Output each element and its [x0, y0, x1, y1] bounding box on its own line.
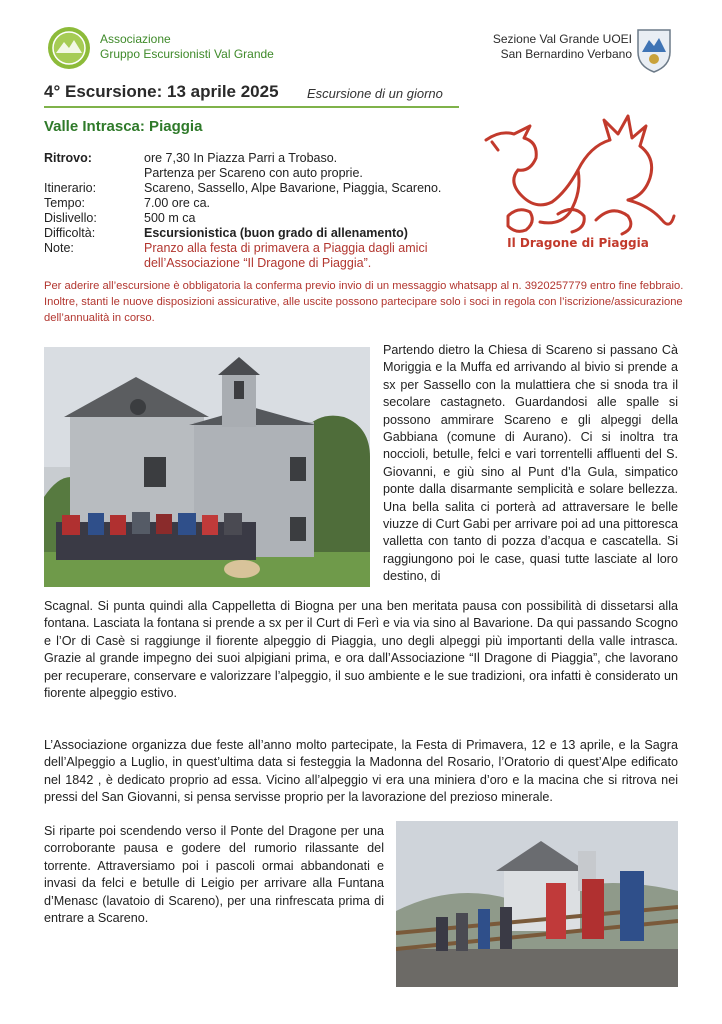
uoei-section-name [493, 32, 632, 62]
note-label: Note: [44, 241, 74, 255]
ritrovo-value-1: ore 7,30 In Piazza Parri a Trobaso. [144, 151, 338, 165]
association-logo [47, 26, 91, 70]
association-line-2: Gruppo Escursionisti Val Grande [100, 47, 274, 61]
uoei-line-1: Sezione Val Grande UOEI [492, 32, 632, 46]
article-paragraph-right-column: Partendo dietro la Chiesa di Scareno si passano Cà Moriggia e la Muffa ed arrivando al bivio si prende a sx per Sassello con la mulattiera che si snoda tra il secolare castagneto. Guardandosi alle spalle si possono ammirare Scareno e gli alpeggi della Gabbiana (comune di Aurano). Ci si inoltra tra noccioli, betulle, felci e vari torrentelli affluenti del S. Giovanni, e giù sino al Punt d’la Gula, simpatico ponte dalla disarmante semplicità e solare bellezza. Una bella salita ci porterà ad attraversare le belle viuzze di Curt Gabi per arrivare poi ad una pittoresca valletta con tanto di pozza d’acqua e cascatella. Si raggiungono poi le case, quasi tutte lasciate al loro destino, di [383, 343, 678, 584]
uoei-line-2: San Bernardino Verbano [500, 47, 632, 61]
dragon-logo-label: Il Dragone di Piaggia [507, 236, 649, 250]
uoei-emblem [634, 26, 674, 74]
terrace-group-photo [396, 821, 678, 987]
association-line-1: Associazione [100, 32, 171, 46]
note-value-2: dell’Associazione “Il Dragone di Piaggia”. [144, 256, 372, 270]
chapel-group-photo [44, 347, 370, 587]
ritrovo-label: Ritrovo: [44, 151, 92, 165]
itinerario-value: Scareno, Sassello, Alpe Bavarione, Piaggia, Scareno. [144, 181, 442, 195]
difficolta-value: Escursionistica (buon grado di allenamento) [144, 226, 408, 240]
title-divider [44, 106, 459, 108]
excursion-title: 4° Escursione: 13 aprile 2025 [44, 82, 279, 101]
excursion-subtitle: Escursione di un giorno [307, 86, 443, 101]
article-paragraph-left-column: Si riparte poi scendendo verso il Ponte del Dragone per una corroborante pausa e godere del rumorio rilassante del torrente. Attraversiamo poi i pascoli ormai abbandonati e invasi da felci e betulle di Leigio per arrivare alla Funtana d’Menasc (lavatoio di Scareno), per una rinfrescata prima di entrare a Scareno. [44, 824, 384, 926]
difficolta-label: Difficoltà: [44, 226, 96, 240]
dislivello-label: Dislivello: [44, 211, 97, 225]
article-paragraph-full-width-2: L’Associazione organizza due feste all’anno molto partecipate, la Festa di Primavera, 12 e 13 aprile, e la Sagra dell’Alpeggio a Luglio, in quest’ultima data si festeggia la Madonna del Rosario, l’Oratorio di quest’Alpe edificato nel 1842 , è dedicato proprio ad essa. Vicino all’alpeggio vi era una miniera d’oro e la macina che si ritrova nei pressi del San Giovanni, si pensa servisse proprio per la lavorazione del prezioso minerale. [44, 738, 678, 805]
ritrovo-value-2: Partenza per Scareno con auto proprie. [144, 166, 363, 180]
note-value-1: Pranzo alla festa di primavera a Piaggia dagli amici [144, 241, 428, 255]
itinerario-label: Itinerario: [44, 181, 97, 195]
tempo-label: Tempo: [44, 196, 85, 210]
dislivello-value: 500 m ca [144, 211, 196, 225]
registration-notice: Per aderire all’escursione è obbligatoria la conferma previo invio di un messaggio whatsapp al n. 3920257779 entro fine febbraio. Inoltre, stanti le nuove disposizioni assicurative, alle uscite possono partecipare solo i soci in regola con l’iscrizione/assicurazione dell’annualità in corso. [44, 280, 684, 324]
tempo-value: 7.00 ore ca. [144, 196, 211, 210]
route-title: Valle Intrasca: Piaggia [44, 118, 203, 135]
article-paragraph-full-width-1: Scagnal. Si punta quindi alla Cappelletta di Biogna per una ben meritata pausa con possibilità di dissetarsi alla fontana. Lasciata la fontana si prende a sx per il Curt di Ferì e via via sino al Bavarione. Da qui passando Scogno e l’Or di Casè si raggiunge il fiorente alpeggio di Piaggia, uno degli alpeggi più importanti della valle intrasca. Grazie al grande impegno dei suoi alpigiani prima, e ora dall’Associazione “Il Dragone di Piaggia”, che lavorano per recuperare, conservare e valorizzare l’alpeggio, il suo ambiente e le sue tradizioni, ora infatti è considerato un fiorente alpeggio estivo. [44, 599, 678, 701]
association-name [100, 32, 274, 62]
